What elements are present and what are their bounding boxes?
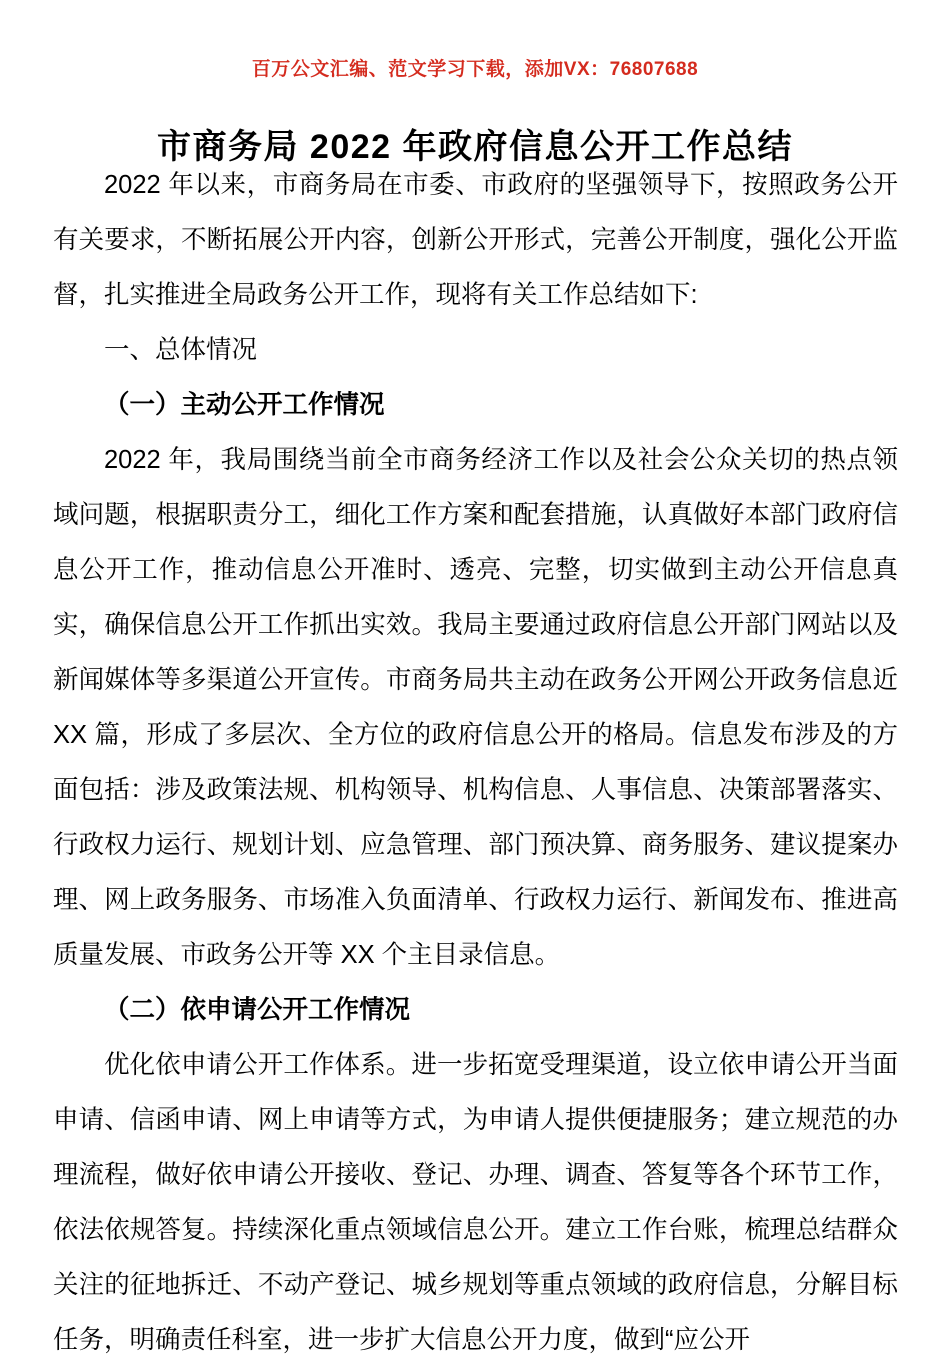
opening-paragraph: 2022 年以来，市商务局在市委、市政府的坚强领导下，按照政务公开有关要求，不断拓展公开内容，创新公开形式，完善公开制度，强化公开监督，扎实推进全局政务公开工作，现将有关工作总结如下: — [53, 171, 898, 309]
document-title: 市商务局 2022 年政府信息公开工作总结 — [156, 127, 794, 166]
promo-watermark-text: 百万公文汇编、范文学习下载，添加VX：76807688 — [251, 59, 699, 80]
section-heading-overall: 一、总体情况 — [104, 336, 258, 364]
subsection-heading-upon-request: （二）依申请公开工作情况 — [104, 996, 411, 1024]
promo-watermark-banner — [0, 60, 950, 79]
proactive-disclosure-paragraph: 2022 年，我局围绕当前全市商务经济工作以及社会公众关切的热点领域问题，根据职责分工，细化工作方案和配套措施，认真做好本部门政府信息公开工作，推动信息公开准时、透亮、完整，切实做到主动公开信息真实，确保信息公开工作抓出实效。我局主要通过政府信息公开部门网站以及新闻媒体等多渠道公开宣传。市商务局共主动在政务公开网公开政务信息近 XX 篇，形成了多层次、全方位的政府信息公开的格局。信息发布涉及的方面包括：涉及政策法规、机构领导、机构信息、人事信息、决策部署落实、行政权力运行、规划计划、应急管理、部门预决算、商务服务、建议提案办理、网上政务服务、市场准入负面清单、行政权力运行、新闻发布、推进高质量发展、市政务公开等 XX 个主目录信息。 — [53, 446, 898, 969]
document-body — [53, 158, 898, 1368]
subsection-heading-proactive: （一）主动公开工作情况 — [104, 391, 385, 419]
upon-request-disclosure-paragraph: 优化依申请公开工作体系。进一步拓宽受理渠道，设立依申请公开当面申请、信函申请、网上申请等方式，为申请人提供便捷服务；建立规范的办理流程，做好依申请公开接收、登记、办理、调查、答复等各个环节工作，依法依规答复。持续深化重点领域信息公开。建立工作台账，梳理总结群众关注的征地拆迁、不动产登记、城乡规划等重点领域的政府信息，分解目标任务，明确责任科室，进一步扩大信息公开力度，做到“应公开 — [53, 1051, 898, 1354]
